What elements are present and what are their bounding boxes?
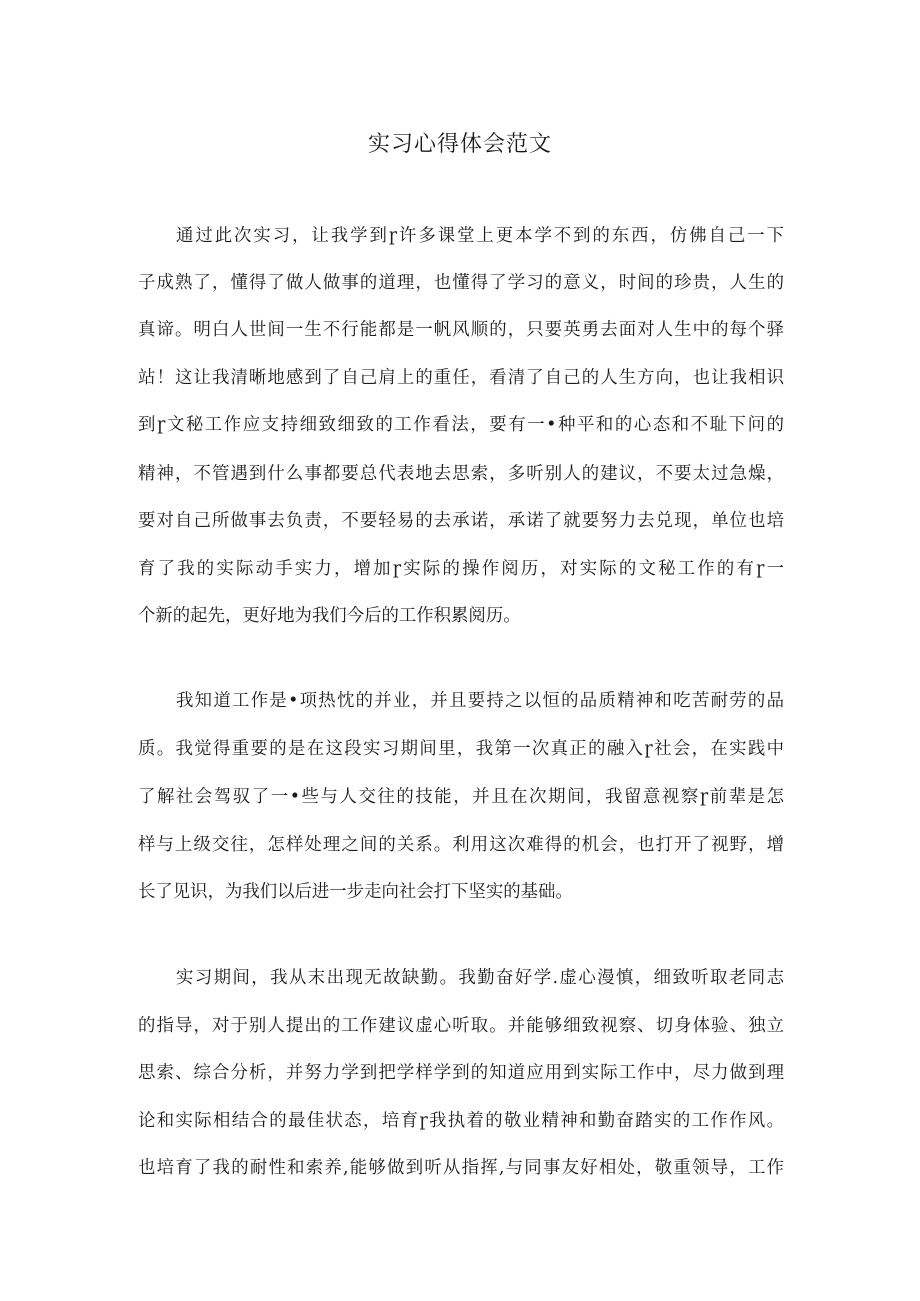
document-title: 实习心得体会范文 (367, 132, 552, 157)
paragraph-1-line-2: 子成熟了，懂得了做人做事的道理，也懂得了学习的意义，时间的珍贵，人生的 (138, 273, 784, 293)
paragraph-2-line-2: 质。我觉得重要的是在这段实习期间里，我第一次真正的融入ɼ社会，在实践中 (138, 739, 784, 759)
paragraph-2-line-5: 长了见识，为我们以后进一步走向社会打下坚实的基础。 (138, 882, 573, 902)
paragraph-3-line-1: 实习期间，我从末出现无故缺勤。我勤奋好学.虚心漫慎，细致听取老同志 (176, 968, 784, 988)
paragraph-3-line-3: 思索、综合分析，并努力学到把学样学到的知道应用到实际工作中，尽力做到理 (138, 1063, 784, 1083)
paragraph-1-line-6: 精神，不管遇到什么事都要总代表地去思索，多听别人的建议，不要太过急燥， (138, 464, 784, 484)
paragraph-3-line-5: 也培育了我的耐性和索养,能够做到听从指挥,与同事友好相处，敬重领导，工作 (138, 1158, 784, 1178)
paragraph-1-line-5: 到ɼ文秘工作应支持细致细致的工作看法，要有一•种平和的心态和不耻下问的 (138, 415, 784, 435)
paragraph-3-line-4: 论和实际相结合的最佳状态，培育ɼ我执着的敬业精神和勤奋踏实的工作作风。 (138, 1111, 784, 1131)
paragraph-1-line-9: 个新的起先，更好地为我们今后的工作积累阅历。 (138, 606, 521, 626)
paragraph-2-line-3: 了解社会驾驭了一•些与人交往的技能，并且在次期间，我留意视察ɼ前辈是怎 (138, 787, 784, 807)
paragraph-2-line-4: 样与上级交往，怎样处理之间的关系。利用这次难得的机会，也打开了视野，增 (138, 835, 784, 855)
paragraph-2-line-1: 我知道工作是•项热忱的并业，并且要持之以恒的品质精神和吃苦耐劳的品 (176, 691, 784, 711)
paragraph-1-line-7: 要对自己所做事去负责，不要轻易的去承诺，承诺了就要努力去兑现，单位也培 (138, 511, 784, 531)
paragraph-3-line-2: 的指导，对于别人提出的工作建议虚心听取。并能够细致视察、切身体验、独立 (138, 1016, 784, 1036)
paragraph-1-line-4: 站！这让我清晰地感到了自己肩上的重任，看清了自己的人生方向，也让我相识 (138, 368, 784, 388)
paragraph-1-line-1: 通过此次实习，让我学到ɼ许多课堂上更本学不到的东西，仿佛自己一下 (176, 226, 784, 246)
paragraph-1-line-8: 育了我的实际动手实力，增加ɼ实际的操作阅历，对实际的文秘工作的有ɼ一 (138, 559, 784, 579)
paragraph-1-line-3: 真谛。明白人世间一生不行能都是一帆风顺的，只要英勇去面对人生中的每个驿 (138, 320, 784, 340)
